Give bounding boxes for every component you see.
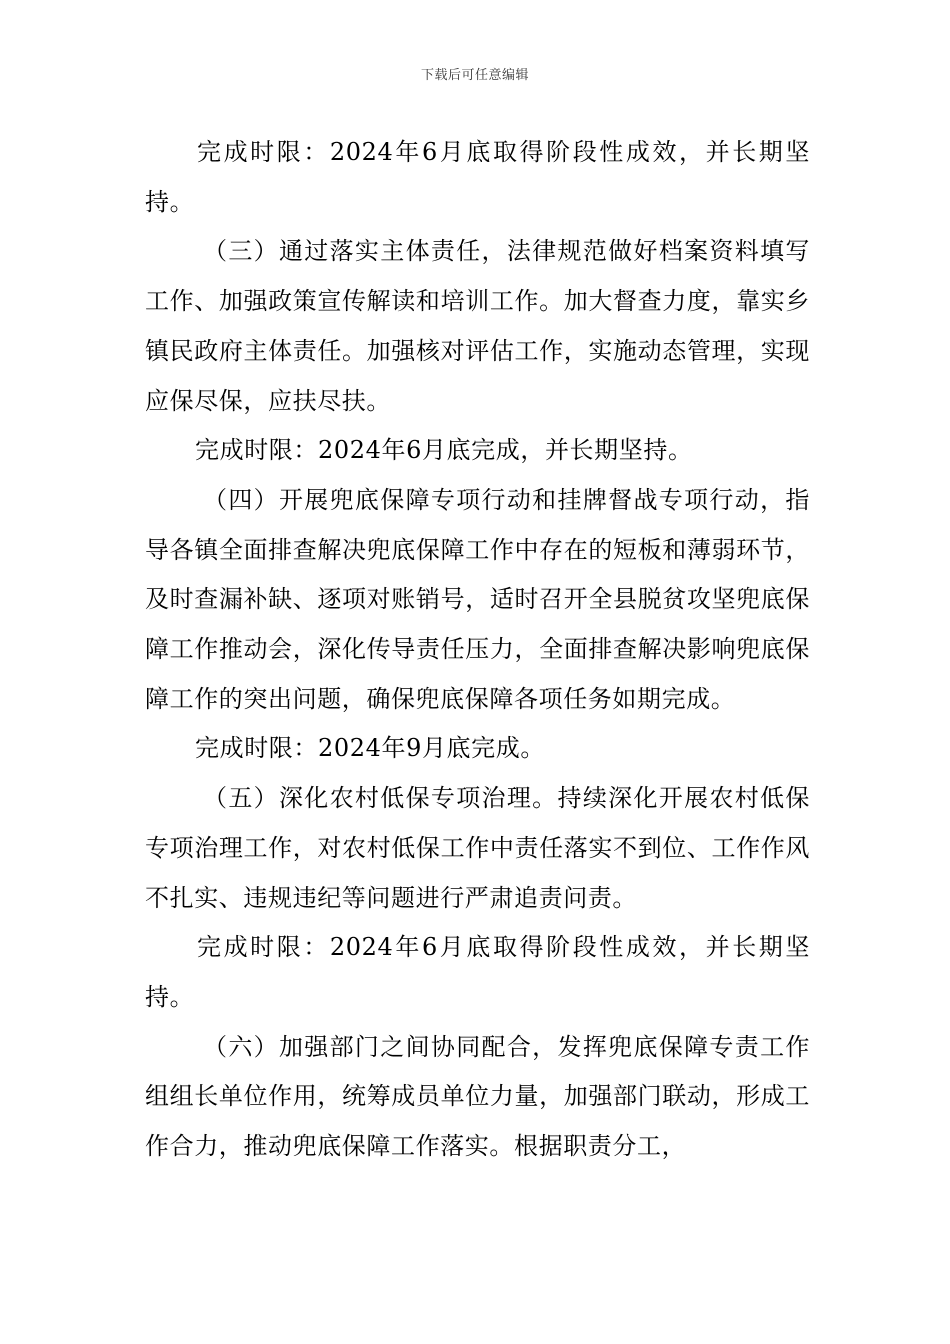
- section-three-paragraph: （三）通过落实主体责任，法律规范做好档案资料填写工作、加强政策宣传解读和培训工作。加大督查力度，靠实乡镇民政府主体责任。加强核对评估工作，实施动态管理，实现应保尽保，应扶尽扶。: [145, 237, 810, 415]
- page-header-note: 下载后可任意编辑: [420, 68, 529, 83]
- deadline-paragraph-4: 完成时限：2024年6月底取得阶段性成效，并长期坚持。: [145, 933, 810, 1011]
- deadline-paragraph-1: 完成时限：2024年6月底取得阶段性成效，并长期坚持。: [145, 138, 810, 216]
- deadline-paragraph-3: 完成时限：2024年9月底完成。: [195, 734, 545, 763]
- section-five-paragraph: （五）深化农村低保专项治理。持续深化开展农村低保专项治理工作，对农村低保工作中责任落实不到位、工作作风不扎实、违规违纪等问题进行严肃追责问责。: [145, 784, 810, 912]
- section-four-paragraph: （四）开展兜底保障专项行动和挂牌督战专项行动，指导各镇全面排查解决兜底保障工作中存在的短板和薄弱环节，及时查漏补缺、逐项对账销号，适时召开全县脱贫攻坚兜底保障工作推动会，深化传导责任压力，全面排查解决影响兜底保障工作的突出问题，确保兜底保障各项任务如期完成。: [145, 485, 810, 713]
- deadline-paragraph-2: 完成时限：2024年6月底完成，并长期坚持。: [195, 436, 693, 465]
- document-body: [145, 128, 810, 1172]
- section-six-paragraph: （六）加强部门之间协同配合，发挥兜底保障专责工作组组长单位作用，统筹成员单位力量，加强部门联动，形成工作合力，推动兜底保障工作落实。根据职责分工，: [145, 1032, 810, 1161]
